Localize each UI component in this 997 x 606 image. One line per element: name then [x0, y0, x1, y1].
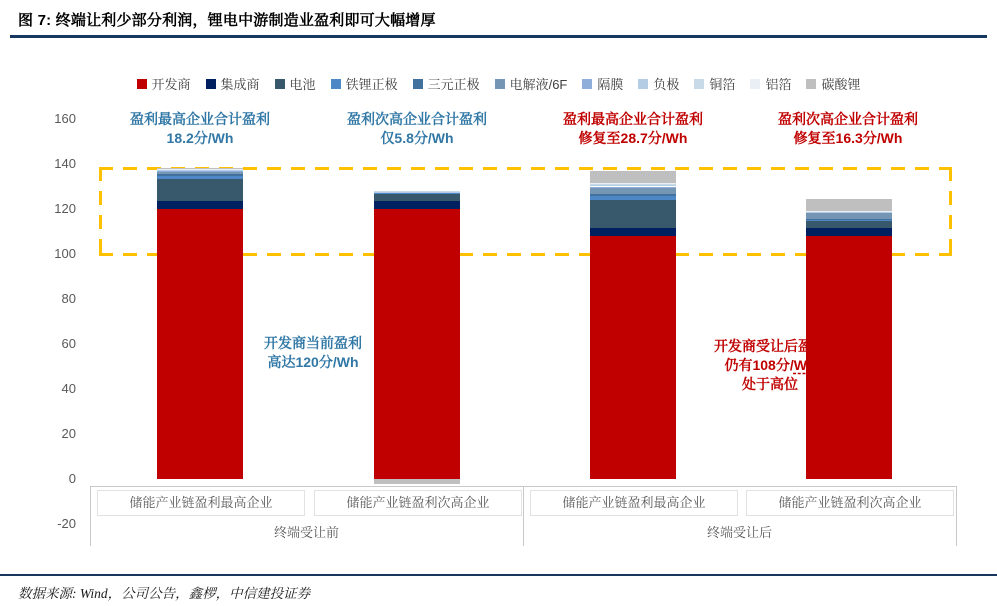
- legend-item: [137, 74, 191, 93]
- y-tick-label: 20: [61, 426, 76, 441]
- bar-segment: [374, 191, 460, 192]
- legend-swatch-icon: [206, 79, 216, 89]
- legend-item: [495, 74, 568, 93]
- title-underline: [10, 35, 987, 38]
- y-tick-label: 160: [54, 111, 76, 126]
- highlight-box-edge: [99, 167, 102, 256]
- legend-label: 碳酸锂: [821, 77, 861, 92]
- annotation-line: 18.2分/Wh: [166, 129, 234, 146]
- y-tick-label: 80: [61, 291, 76, 306]
- x-group-label: 终端受让后: [706, 525, 772, 540]
- bar-segment: [157, 169, 243, 170]
- legend-swatch-icon: [582, 79, 592, 89]
- bar-segment: [806, 220, 892, 221]
- legend-item: [806, 74, 860, 93]
- figure-title: 图 7: 终端让利少部分利润，锂电中游制造业盈利即可大幅增厚: [18, 12, 436, 29]
- bar-segment: [806, 213, 892, 219]
- bar-segment: [157, 171, 243, 172]
- annotation-a6: [640, 337, 900, 394]
- bar-segment: [806, 211, 892, 212]
- y-tick-label: 0: [68, 471, 76, 486]
- bar-segment: [590, 184, 676, 185]
- legend-label: 负极: [653, 77, 680, 92]
- x-category-label: 储能产业链盈利次高企业: [746, 490, 954, 516]
- y-tick-label: 140: [54, 156, 76, 171]
- y-tick-label: 40: [61, 381, 76, 396]
- bar-segment: [590, 188, 676, 194]
- annotation-line: 处于高位: [742, 375, 798, 392]
- legend-label: 电池: [289, 77, 316, 92]
- bar-segment: [157, 172, 243, 174]
- annotation-line: 高达120分/Wh: [267, 353, 359, 370]
- legend-label: 铜箔: [709, 77, 736, 92]
- legend-item: [275, 74, 316, 93]
- annotation-line: 开发商当前盈利: [264, 335, 362, 351]
- y-tick-label: -20: [57, 516, 76, 531]
- legend-label: 三元正极: [427, 77, 480, 92]
- legend-item: [331, 74, 398, 93]
- bar-segment: [590, 200, 676, 228]
- legend-swatch-icon: [694, 79, 704, 89]
- axis-frame-divider: [956, 486, 957, 546]
- x-group-label: 终端受让前: [273, 525, 339, 540]
- legend-swatch-icon: [413, 79, 423, 89]
- annotation-line: 盈利次高企业合计盈利: [778, 111, 918, 127]
- bar-segment: [806, 219, 892, 220]
- bar-segment: [806, 221, 892, 228]
- bar-segment: [590, 185, 676, 187]
- legend-label: 电解液/6F: [509, 77, 568, 92]
- y-tick-label: 60: [61, 336, 76, 351]
- annotation-line: 盈利最高企业合计盈利: [130, 111, 270, 127]
- legend-swatch-icon: [806, 79, 816, 89]
- bar-segment: [806, 212, 892, 213]
- legend-item: [694, 74, 735, 93]
- legend-swatch-icon: [638, 79, 648, 89]
- legend-swatch-icon: [331, 79, 341, 89]
- bar-segment: [374, 193, 460, 194]
- chart-legend: [0, 74, 997, 93]
- annotation-line: 盈利次高企业合计盈利: [347, 111, 487, 127]
- highlight-box-edge: [949, 167, 952, 256]
- bar-segment: [157, 168, 243, 169]
- legend-swatch-icon: [275, 79, 285, 89]
- bar-segment: [157, 176, 243, 179]
- x-category-label: 储能产业链盈利最高企业: [97, 490, 305, 516]
- source-note: 数据来源: Wind，公司公告，鑫椤，中信建投证券: [18, 586, 311, 601]
- annotation-a5: [183, 334, 443, 372]
- bar-segment: [590, 183, 676, 184]
- legend-item: [413, 74, 480, 93]
- annotation-line: 仅5.8分/Wh: [380, 129, 454, 146]
- legend-label: 隔膜: [597, 77, 624, 92]
- bar-segment: [374, 479, 460, 484]
- x-category-label: 储能产业链盈利次高企业: [314, 490, 522, 516]
- legend-item: [638, 74, 679, 93]
- annotation-a4: [718, 110, 978, 148]
- bar-segment: [590, 194, 676, 196]
- x-category-label: 储能产业链盈利最高企业: [530, 490, 738, 516]
- annotation-line: 开发商受让后盈利: [714, 338, 826, 354]
- bar-segment: [806, 212, 892, 213]
- legend-label: 集成商: [220, 77, 260, 92]
- annotation-line: 盈利最高企业合计盈利: [563, 111, 703, 127]
- legend-swatch-icon: [137, 79, 147, 89]
- annotation-line: 修复至28.7分/Wh: [578, 129, 688, 146]
- bar-segment: [806, 199, 892, 210]
- legend-item: [750, 74, 791, 93]
- bar-segment: [590, 187, 676, 189]
- bar-segment: [374, 201, 460, 209]
- bar-segment: [157, 174, 243, 176]
- y-tick-label: 100: [54, 246, 76, 261]
- legend-swatch-icon: [750, 79, 760, 89]
- legend-item: [206, 74, 260, 93]
- bar-segment: [806, 211, 892, 212]
- bar-segment: [590, 171, 676, 182]
- annotation-line: 修复至16.3分/Wh: [793, 129, 903, 146]
- bar-segment: [806, 228, 892, 236]
- legend-swatch-icon: [495, 79, 505, 89]
- bar-segment: [374, 193, 460, 201]
- bar-segment: [590, 196, 676, 199]
- bar-segment: [590, 228, 676, 236]
- bar-segment: [157, 201, 243, 209]
- legend-label: 铝箔: [765, 77, 792, 92]
- annotation-line: 仍有108分/Wh: [724, 356, 816, 373]
- bar-segment: [157, 170, 243, 171]
- bar-segment: [157, 179, 243, 202]
- footer-rule: [0, 574, 997, 576]
- legend-label: 开发商: [151, 77, 191, 92]
- legend-item: [582, 74, 623, 93]
- legend-label: 铁锂正极: [345, 77, 398, 92]
- bar-segment: [157, 169, 243, 170]
- y-tick-label: 120: [54, 201, 76, 216]
